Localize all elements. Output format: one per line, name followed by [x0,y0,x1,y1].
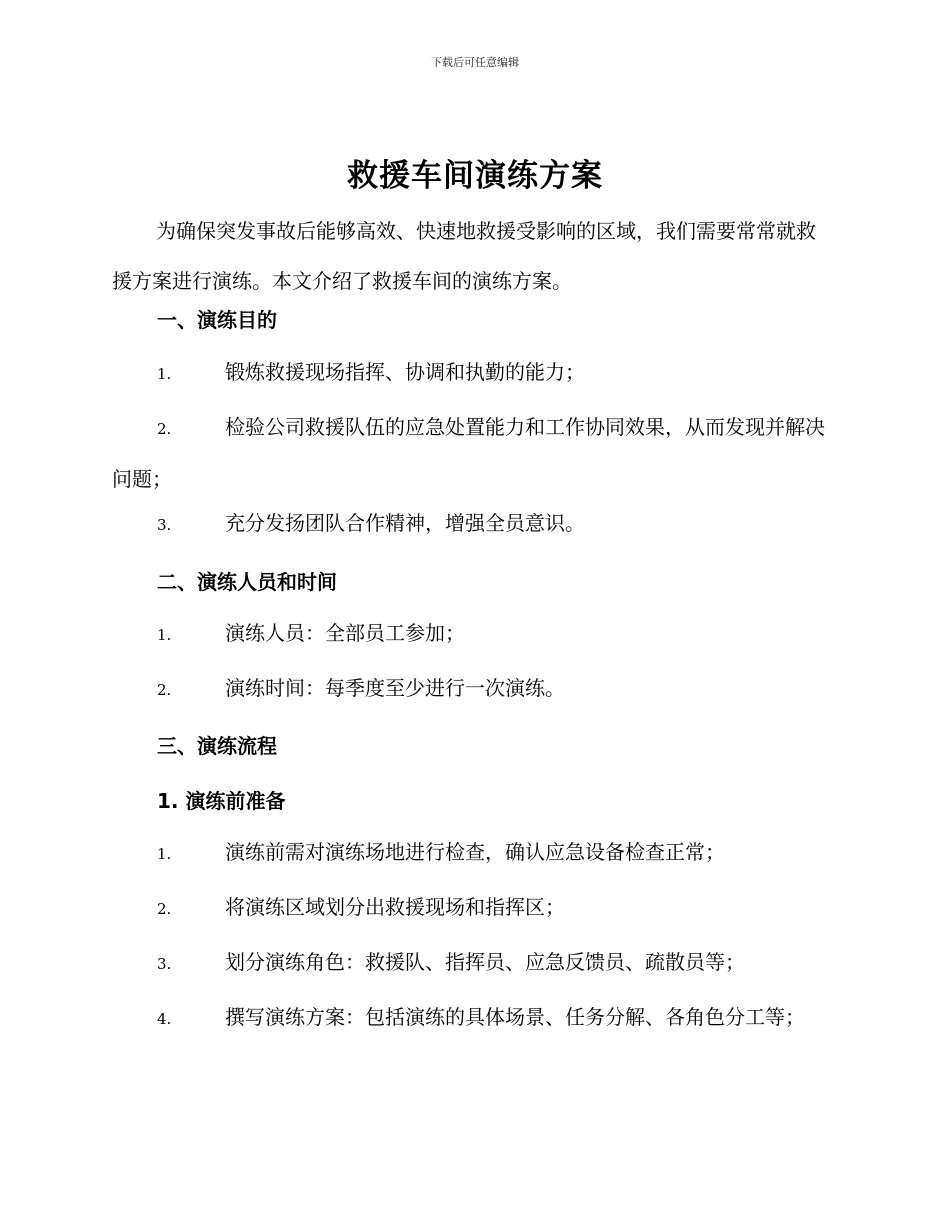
section-heading-purpose: 一、演练目的 [157,308,277,332]
list-number: 1. [157,626,172,644]
list-text: 演练时间：每季度至少进行一次演练。 [225,676,565,700]
list-text: 充分发扬团队合作精神，增强全员意识。 [225,511,585,535]
list-item [112,663,834,715]
list-item [112,992,834,1044]
intro-paragraph: 为确保突发事故后能够高效、快速地救援受影响的区域，我们需要常常就救援方案进行演练。本文介绍了救援车间的演练方案。 [112,219,816,293]
list-item [112,827,834,879]
list-number: 3. [157,516,172,534]
list-item [112,937,834,989]
list-text: 演练前需对演练场地进行检查，确认应急设备检查正常； [225,840,725,864]
list-number: 3. [157,955,172,973]
header-note: 下载后可任意编辑 [431,56,519,69]
list-item [112,402,834,504]
list-item [112,608,834,660]
list-text: 将演练区域划分出救援现场和指挥区； [225,895,565,919]
list-text: 检验公司救援队伍的应急处置能力和工作协同效果，从而发现并解决问题； [112,415,825,491]
list-text: 划分演练角色：救援队、指挥员、应急反馈员、疏散员等； [225,950,745,974]
list-text: 演练人员：全部员工参加； [225,621,465,645]
list-number: 1. [157,365,172,383]
list-number: 2. [157,900,172,918]
list-text: 撰写演练方案：包括演练的具体场景、任务分解、各角色分工等； [225,1005,805,1029]
list-number: 1. [157,845,172,863]
document-title: 救援车间演练方案 [347,158,603,194]
list-number: 2. [157,681,172,699]
section-heading-process: 三、演练流程 [157,734,277,758]
list-text: 锻炼救援现场指挥、协调和执勤的能力； [225,360,585,384]
list-number: 4. [157,1010,172,1028]
subsection-heading-preparation: 1. 演练前准备 [157,789,286,813]
section-heading-staff-time: 二、演练人员和时间 [157,570,337,594]
list-number: 2. [157,420,172,438]
list-item [112,882,834,934]
list-item [112,498,834,550]
list-item [112,347,834,399]
